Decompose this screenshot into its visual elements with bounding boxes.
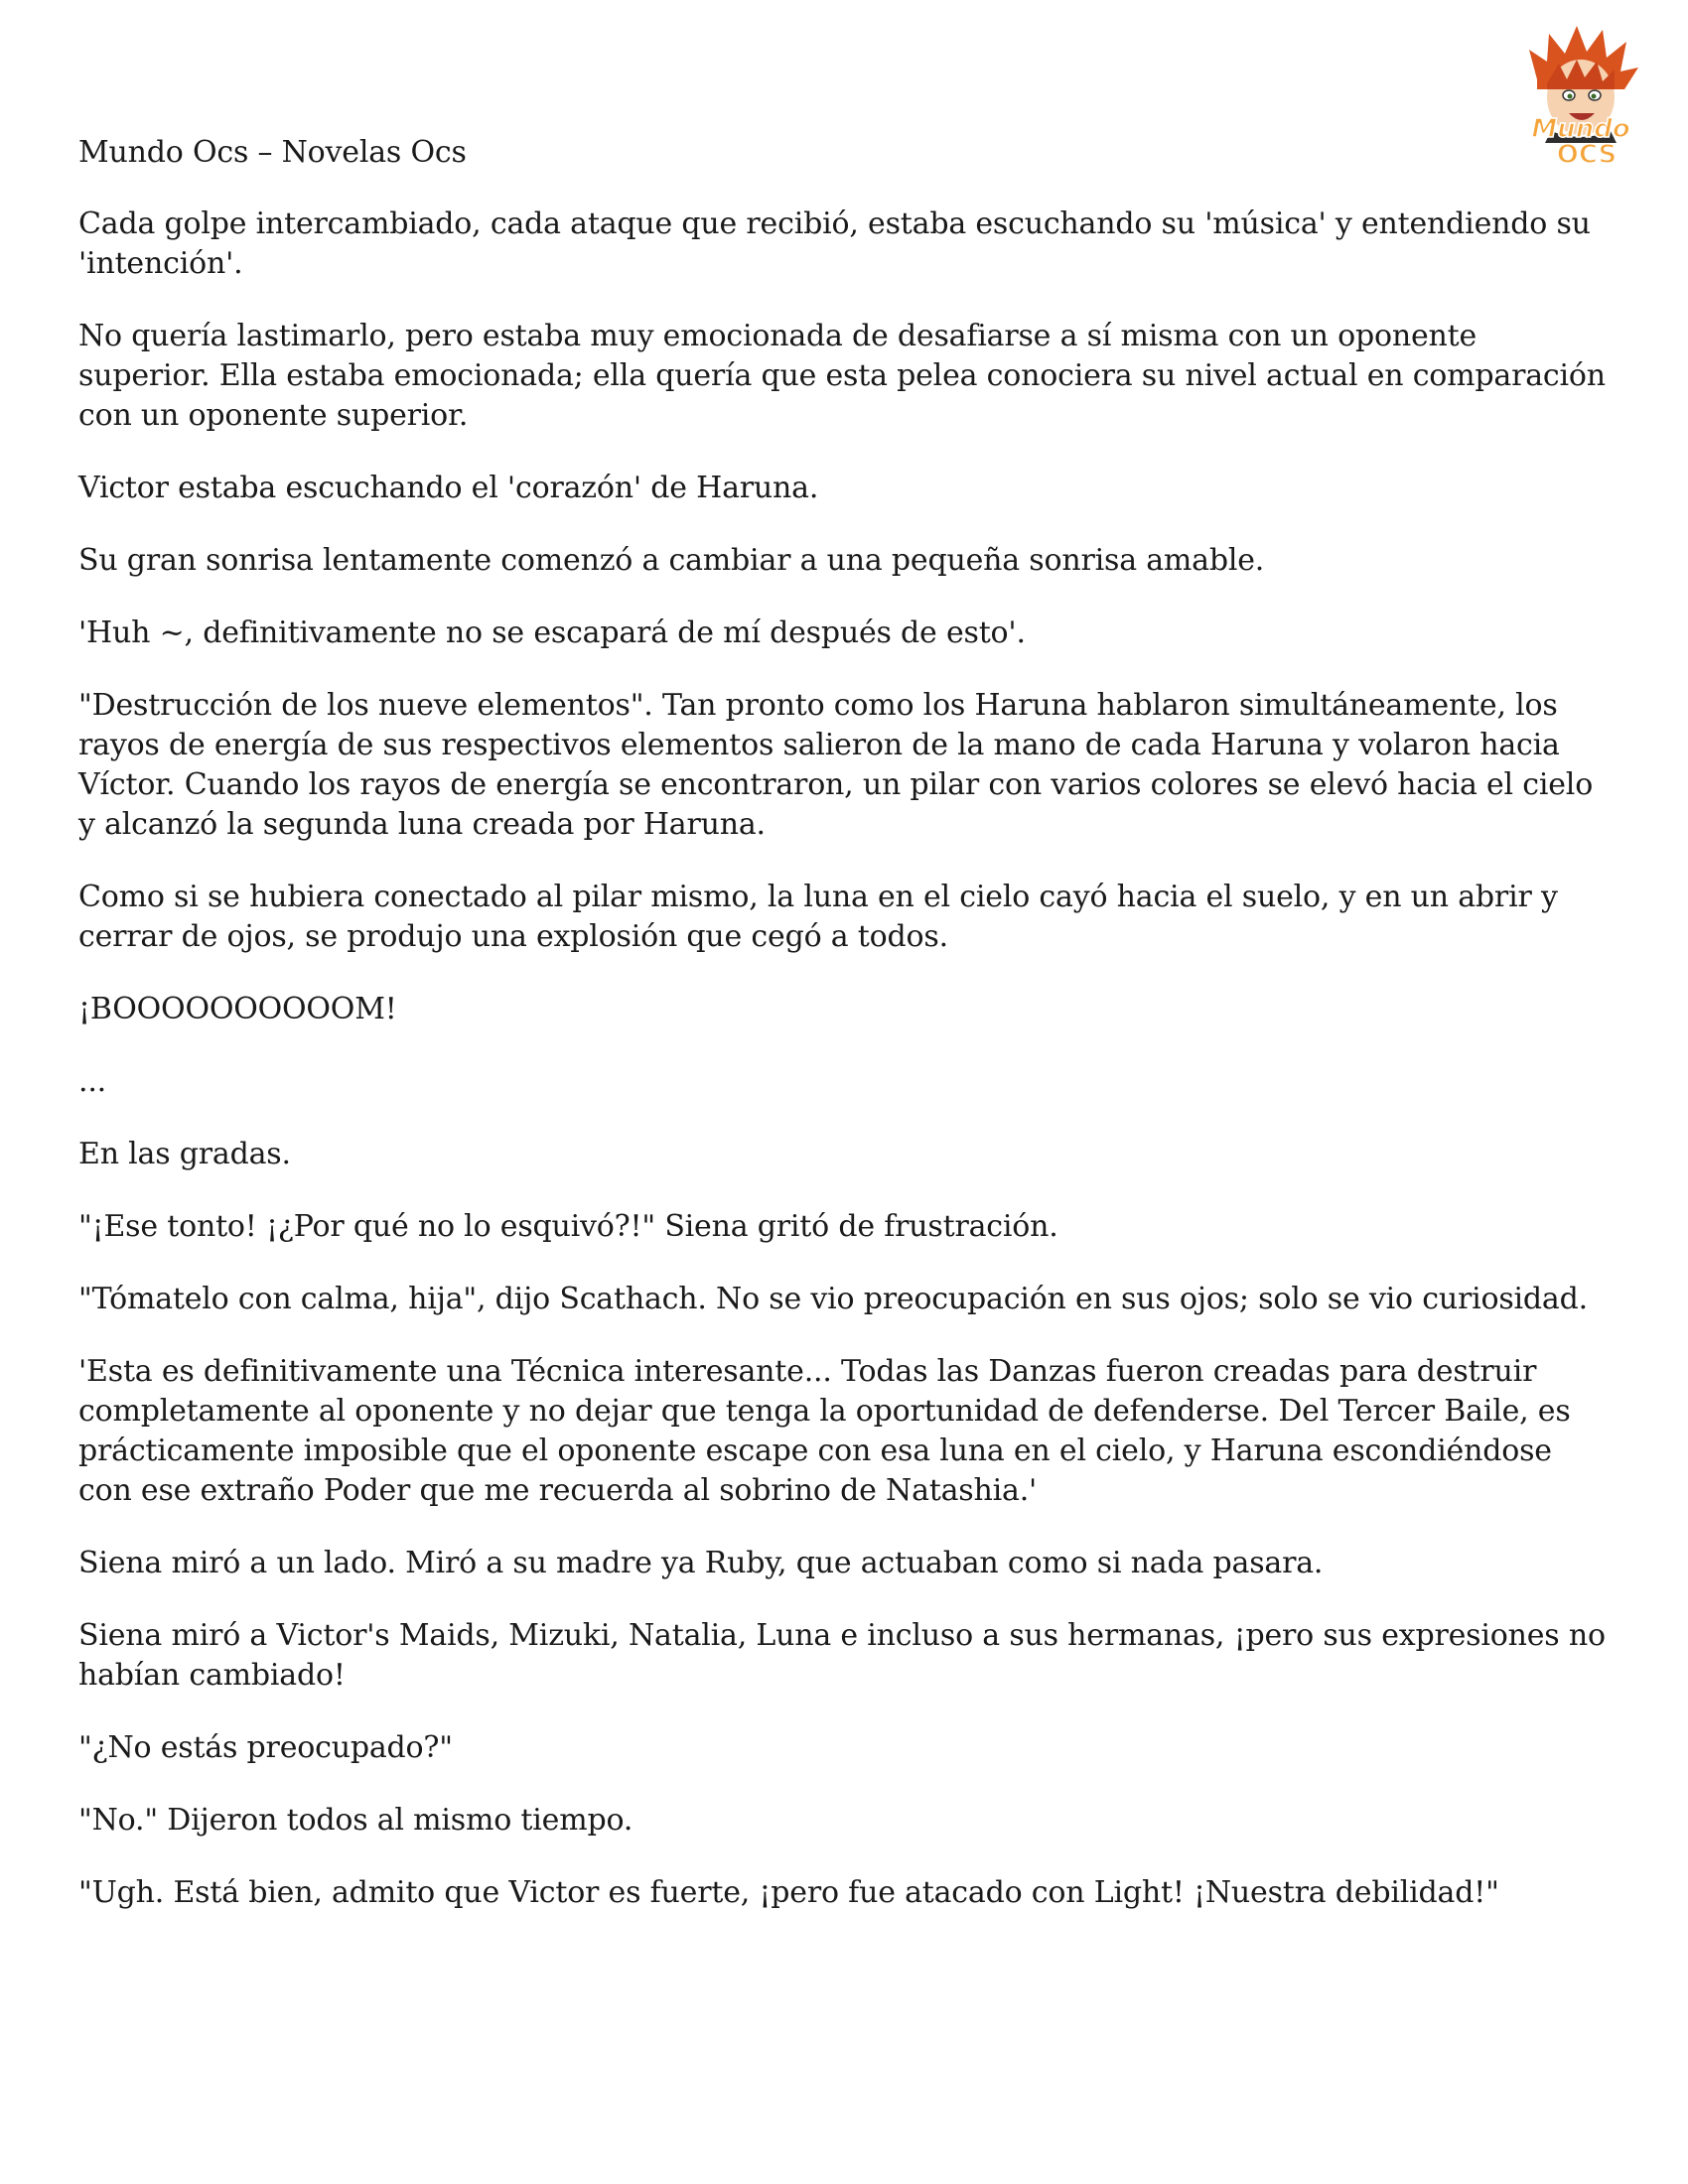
paragraph: Victor estaba escuchando el 'corazón' de Haruna. [78, 471, 819, 505]
paragraph: "¡Ese tonto! ¡¿Por qué no lo esquivó?!" Siena gritó de frustración. [78, 1209, 1058, 1244]
paragraph: ¡BOOOOOOOOOOM! [78, 992, 397, 1026]
paragraph: "¿No estás preocupado?" [78, 1730, 453, 1765]
svg-text:Mundo: Mundo [1531, 114, 1630, 144]
svg-text:OCS: OCS [1556, 140, 1618, 169]
page-header: Mundo Ocs – Novelas Ocs [78, 135, 467, 170]
document-body [78, 205, 1608, 1946]
paragraph: "Tómatelo con calma, hija", dijo Scathach. No se vio preocupación en sus ojos; solo se vio curiosidad. [78, 1282, 1588, 1316]
mundo-ocs-logo [1507, 20, 1654, 169]
paragraph: Cada golpe intercambiado, cada ataque que recibió, estaba escuchando su 'música' y entendiendo su 'intención'. [78, 206, 1591, 281]
paragraph: Su gran sonrisa lentamente comenzó a cambiar a una pequeña sonrisa amable. [78, 543, 1265, 578]
paragraph: En las gradas. [78, 1137, 291, 1171]
paragraph: "Destrucción de los nueve elementos". Tan pronto como los Haruna hablaron simultáneamente, los rayos de energía de sus respectivos elementos salieron de la mano de cada Haruna y volaron hacia Víctor. Cuando los rayos de energía se encontraron, un pilar con varios colores se elevó hacia el cielo y alcanzó la segunda luna creada por Haruna. [78, 688, 1594, 842]
paragraph: No quería lastimarlo, pero estaba muy emocionada de desafiarse a sí misma con un oponente superior. Ella estaba emocionada; ella quería que esta pelea conociera su nivel actual en comparación con un oponente superior. [78, 319, 1606, 433]
paragraph: Siena miró a un lado. Miró a su madre ya Ruby, que actuaban como si nada pasara. [78, 1546, 1324, 1580]
paragraph: 'Huh ~, definitivamente no se escapará de mí después de esto'. [78, 615, 1026, 650]
paragraph: Como si se hubiera conectado al pilar mismo, la luna en el cielo cayó hacia el suelo, y en un abrir y cerrar de ojos, se produjo una explosión que cegó a todos. [78, 880, 1558, 954]
paragraph: ... [78, 1064, 107, 1099]
paragraph: Siena miró a Victor's Maids, Mizuki, Natalia, Luna e incluso a sus hermanas, ¡pero sus expresiones no habían cambiado! [78, 1618, 1606, 1693]
paragraph: "No." Dijeron todos al mismo tiempo. [78, 1803, 633, 1838]
paragraph: "Ugh. Está bien, admito que Victor es fuerte, ¡pero fue atacado con Light! ¡Nuestra debilidad!" [78, 1875, 1499, 1910]
paragraph: 'Esta es definitivamente una Técnica interesante... Todas las Danzas fueron creadas para destruir completamente al oponente y no dejar que tenga la oportunidad de defenderse. Del Tercer Baile, es prácticamente imposible que el oponente escape con esa luna en el cielo, y Haruna escondiéndose con ese extraño Poder que me recuerda al sobrino de Natashia.' [78, 1354, 1571, 1508]
